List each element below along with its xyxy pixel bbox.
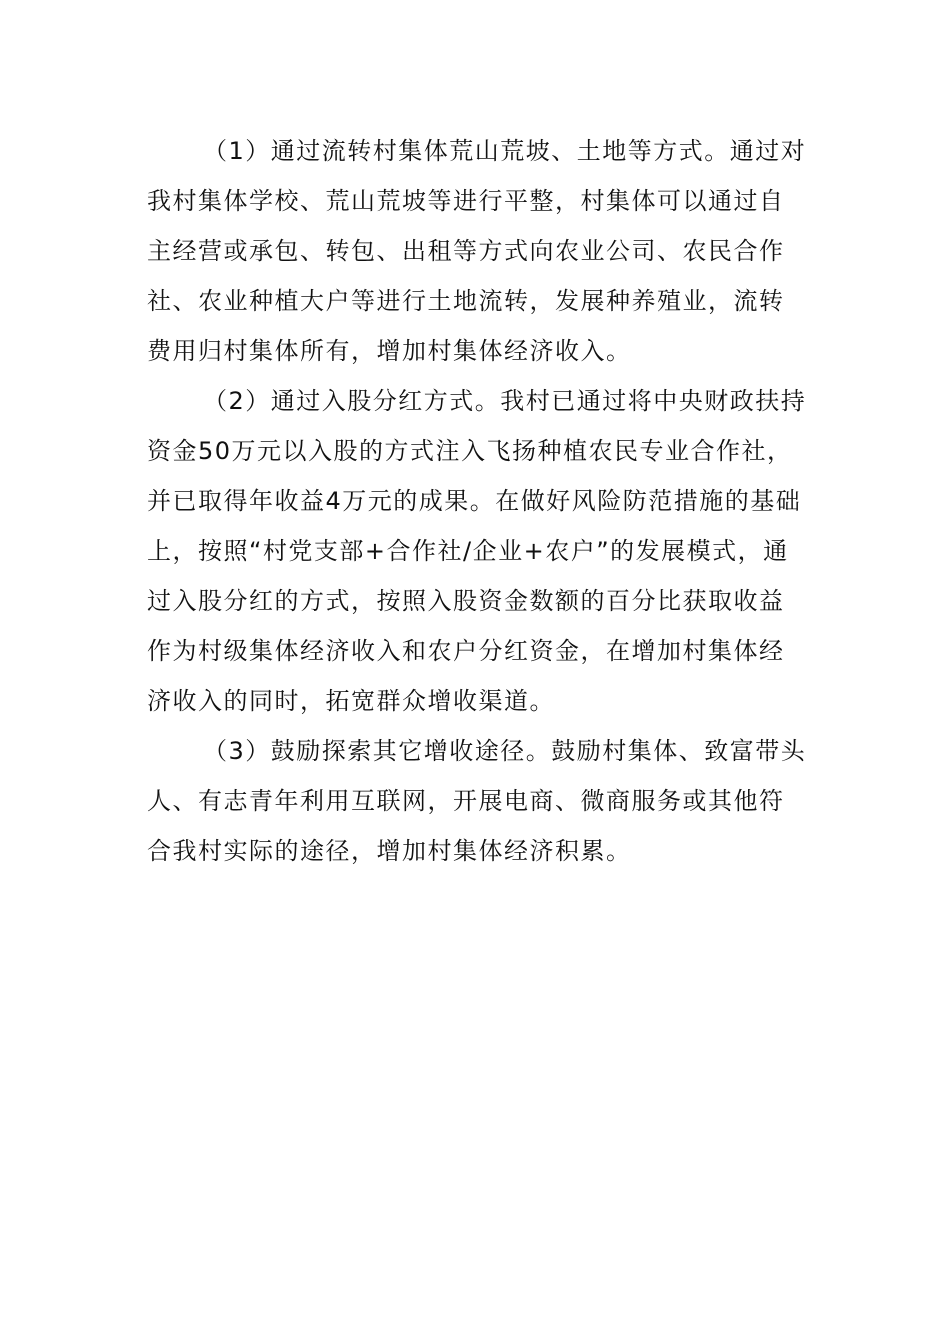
text-line: （2）通过入股分红方式。我村已通过将中央财政扶持 bbox=[203, 387, 807, 415]
text-line: （3）鼓励探索其它增收途径。鼓励村集体、致富带头 bbox=[203, 737, 807, 765]
text-line: 过入股分红的方式，按照入股资金数额的百分比获取收益 bbox=[147, 587, 785, 615]
text-line: 资金50万元以入股的方式注入飞扬种植农民专业合作社， bbox=[147, 437, 793, 465]
text-line: 我村集体学校、荒山荒坡等进行平整，村集体可以通过自 bbox=[147, 187, 785, 215]
text-line: 上，按照“村党支部+合作社/企业+农户”的发展模式，通 bbox=[147, 537, 789, 565]
text-line: 主经营或承包、转包、出租等方式向农业公司、农民合作 bbox=[147, 237, 785, 265]
text-line: 并已取得年收益4万元的成果。在做好风险防范措施的基础 bbox=[147, 487, 802, 515]
document-body bbox=[147, 126, 807, 876]
text-line: 人、有志青年利用互联网，开展电商、微商服务或其他符 bbox=[147, 787, 785, 815]
paragraph-1 bbox=[147, 126, 807, 376]
text-line: （1）通过流转村集体荒山荒坡、土地等方式。通过对 bbox=[203, 137, 807, 165]
paragraph-3 bbox=[147, 726, 807, 876]
text-line: 作为村级集体经济收入和农户分红资金，在增加村集体经 bbox=[147, 637, 785, 665]
text-line: 济收入的同时，拓宽群众增收渠道。 bbox=[147, 687, 555, 715]
text-line: 合我村实际的途径，增加村集体经济积累。 bbox=[147, 837, 632, 865]
text-line: 社、农业种植大户等进行土地流转，发展种养殖业，流转 bbox=[147, 287, 785, 315]
text-line: 费用归村集体所有，增加村集体经济收入。 bbox=[147, 337, 632, 365]
paragraph-2 bbox=[147, 376, 807, 726]
